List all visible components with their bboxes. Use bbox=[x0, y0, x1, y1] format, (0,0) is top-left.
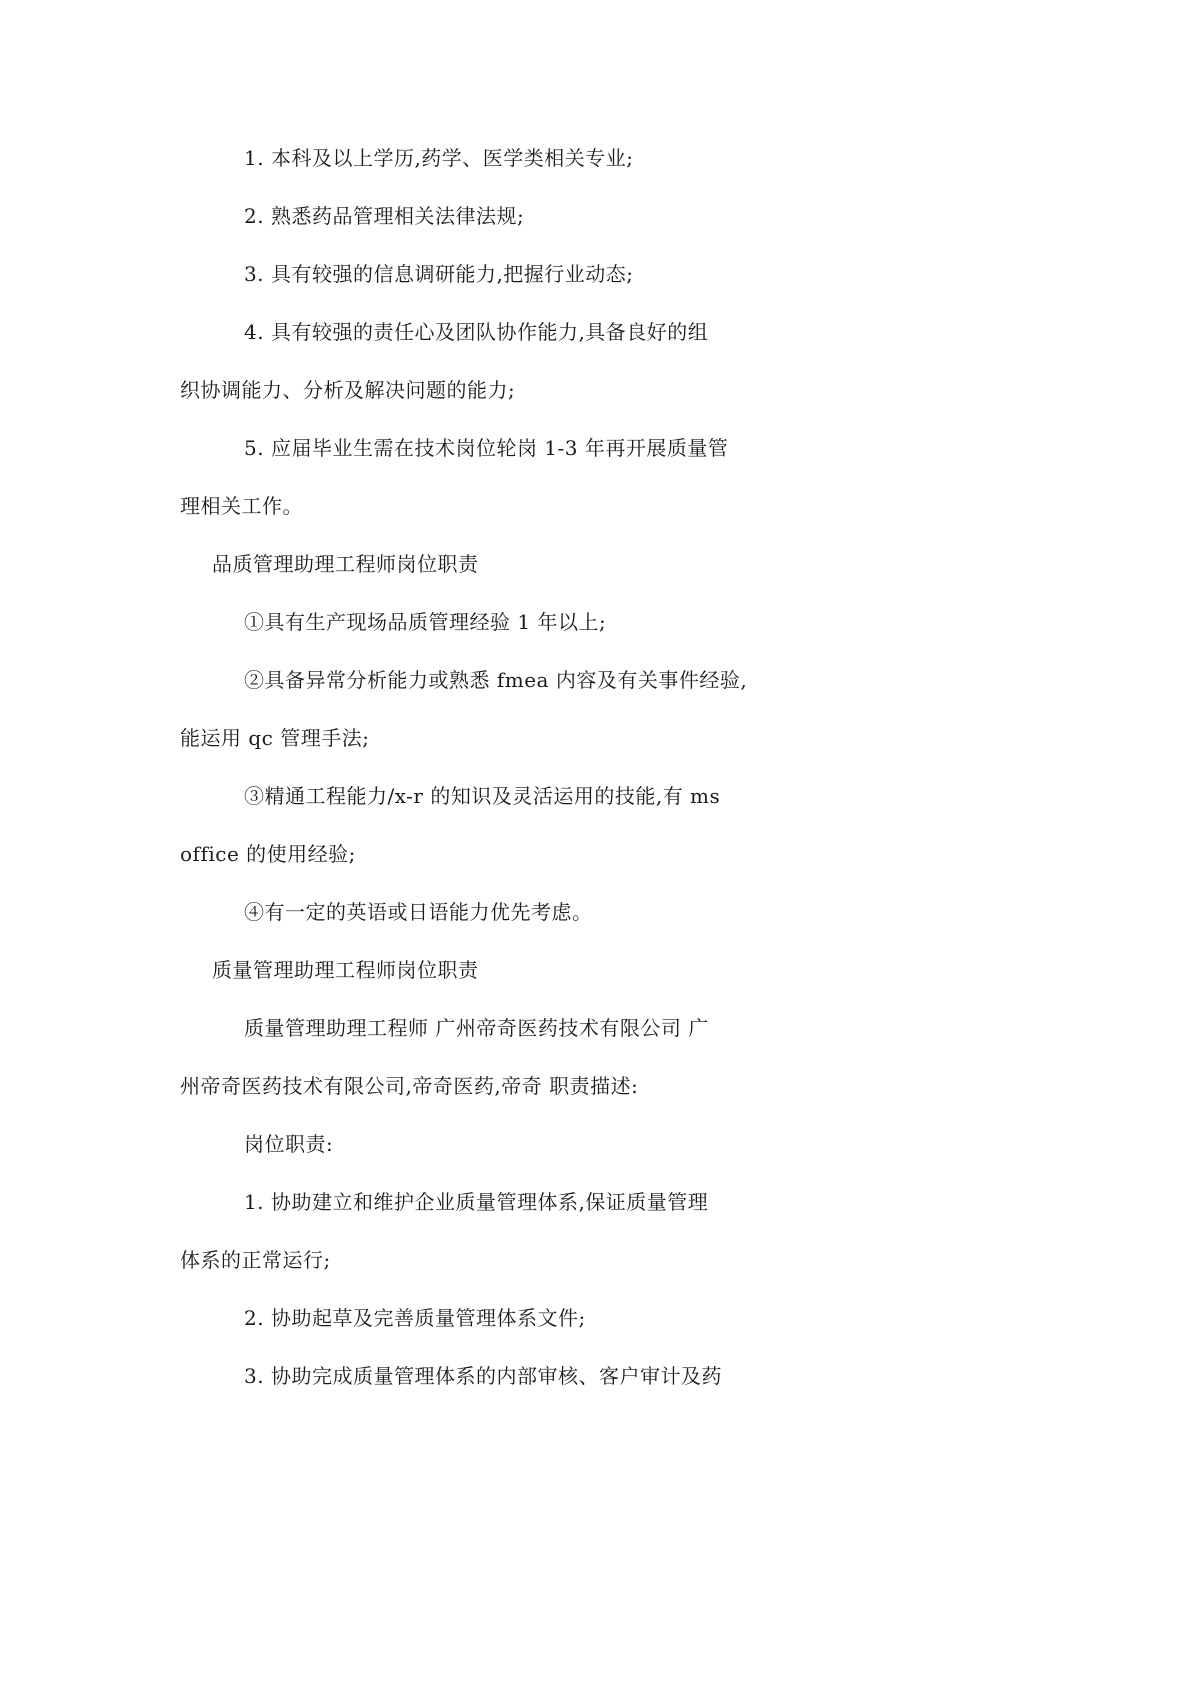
section-heading-quality-assistant: 品质管理助理工程师岗位职责 bbox=[212, 552, 479, 576]
requirement-4: 4. 具有较强的责任心及团队协作能力,具备良好的组 bbox=[244, 320, 709, 344]
responsibilities-label: 岗位职责: bbox=[244, 1132, 334, 1156]
responsibility-1: 1. 协助建立和维护企业质量管理体系,保证质量管理 bbox=[244, 1190, 709, 1214]
responsibility-1-continued: 体系的正常运行; bbox=[180, 1248, 331, 1272]
responsibility-2: 2. 协助起草及完善质量管理体系文件; bbox=[244, 1306, 586, 1330]
requirement-4-continued: 织协调能力、分析及解决问题的能力; bbox=[180, 378, 516, 402]
duty-3-continued: office 的使用经验; bbox=[180, 842, 356, 866]
requirement-1: 1. 本科及以上学历,药学、医学类相关专业; bbox=[244, 146, 634, 170]
duty-2: ②具备异常分析能力或熟悉 fmea 内容及有关事件经验, bbox=[244, 668, 748, 692]
duty-2-continued: 能运用 qc 管理手法; bbox=[180, 726, 370, 750]
duty-4: ④有一定的英语或日语能力优先考虑。 bbox=[244, 900, 593, 924]
responsibility-3: 3. 协助完成质量管理体系的内部审核、客户审计及药 bbox=[244, 1364, 722, 1388]
requirement-3: 3. 具有较强的信息调研能力,把握行业动态; bbox=[244, 262, 634, 286]
company-paragraph: 质量管理助理工程师 广州帝奇医药技术有限公司 广 bbox=[244, 1016, 709, 1040]
company-paragraph-continued: 州帝奇医药技术有限公司,帝奇医药,帝奇 职责描述: bbox=[180, 1074, 639, 1098]
duty-3: ③精通工程能力/x-r 的知识及灵活运用的技能,有 ms bbox=[244, 784, 721, 808]
requirement-5: 5. 应届毕业生需在技术岗位轮岗 1-3 年再开展质量管 bbox=[244, 436, 729, 460]
requirement-2: 2. 熟悉药品管理相关法律法规; bbox=[244, 204, 525, 228]
duty-1: ①具有生产现场品质管理经验 1 年以上; bbox=[244, 610, 607, 634]
requirement-5-continued: 理相关工作。 bbox=[180, 494, 303, 518]
section-heading-quality-management: 质量管理助理工程师岗位职责 bbox=[212, 958, 479, 982]
